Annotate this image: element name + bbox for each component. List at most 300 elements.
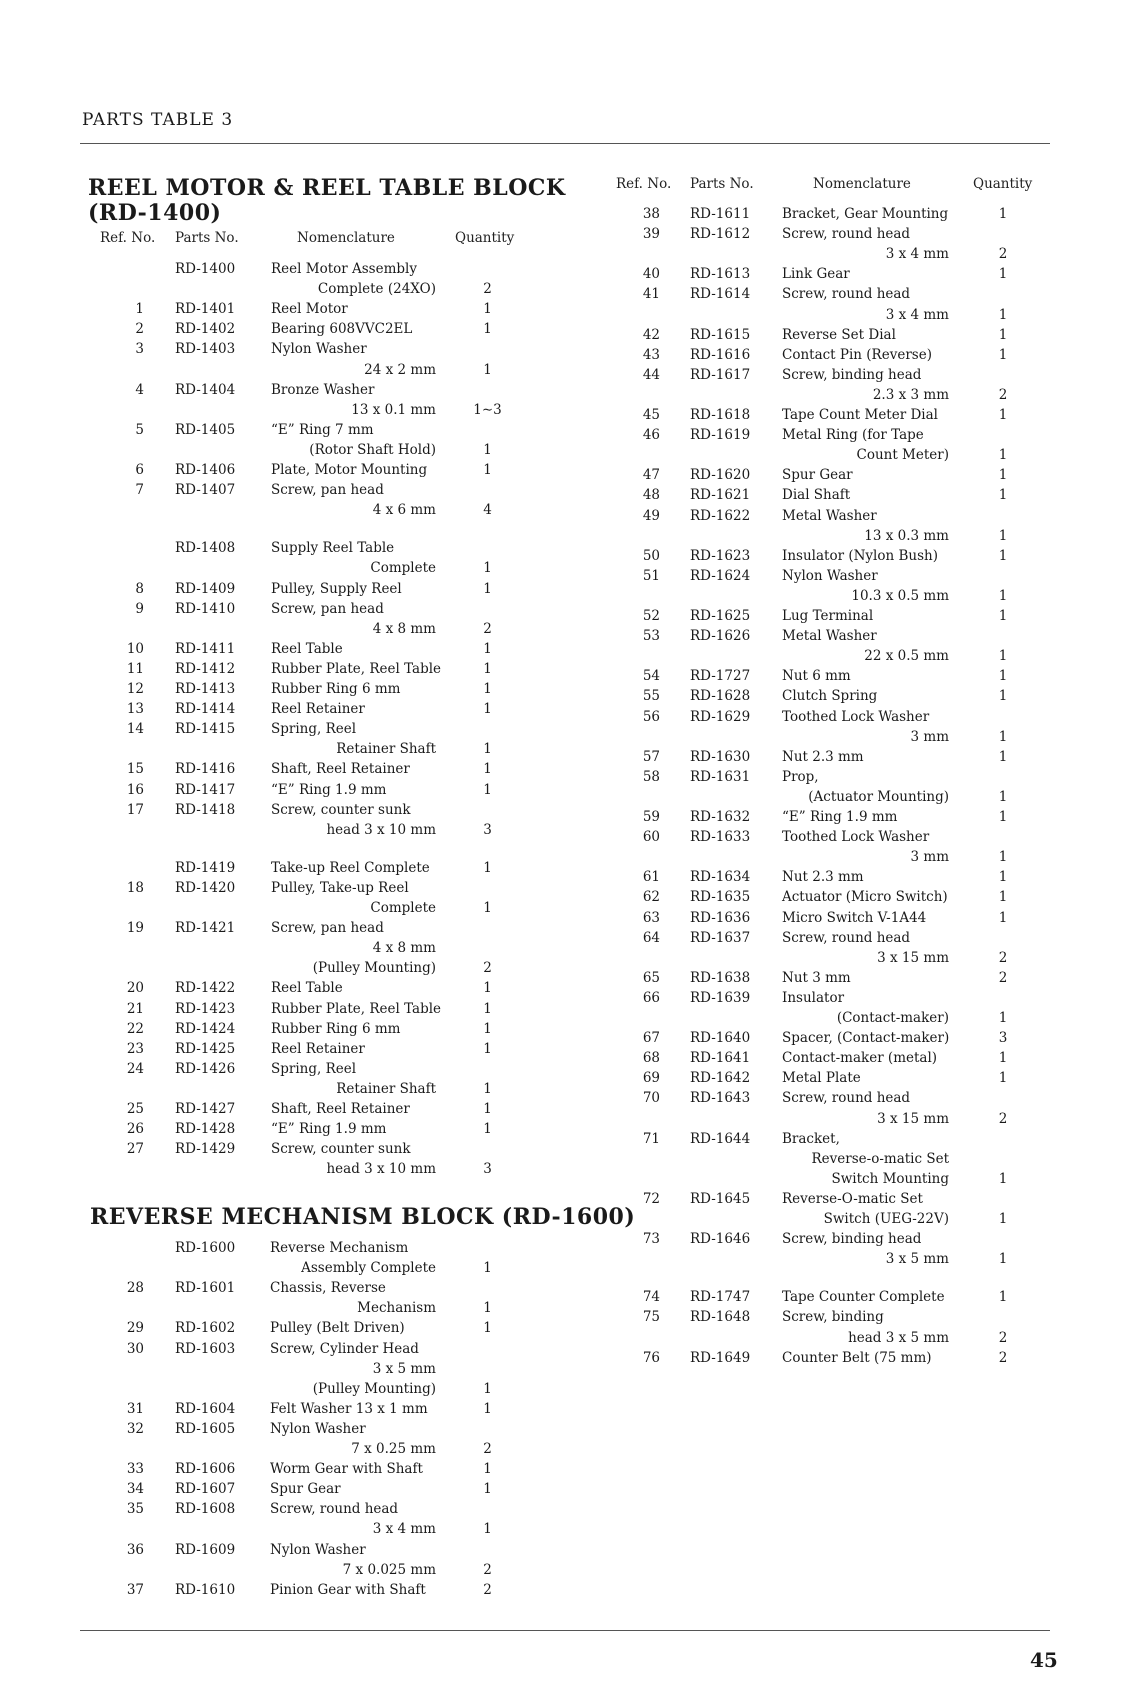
nomenclature-cell: Tape Counter Complete [782, 1289, 945, 1306]
ref-no-cell: 48 [642, 487, 660, 504]
nomenclature-cell: (Pulley Mounting) [312, 960, 436, 977]
quantity-cell: 1 [998, 407, 1008, 423]
nomenclature-cell: Nut 6 mm [782, 668, 851, 685]
quantity-cell: 2 [483, 620, 492, 637]
nomenclature-cell: Chassis, Reverse [270, 1280, 386, 1297]
quantity-cell: 1 [483, 781, 492, 798]
quantity-cell: 2 [483, 281, 492, 298]
parts-no-cell: RD-1639 [690, 989, 751, 1006]
parts-no-cell: RD-1423 [175, 1000, 236, 1017]
parts-row [0, 948, 1138, 968]
ref-no-cell: 74 [642, 1289, 660, 1306]
parts-no-cell: RD-1411 [175, 640, 236, 657]
parts-no-cell: RD-1628 [690, 688, 751, 705]
parts-row [0, 1109, 1138, 1129]
parts-row [0, 1419, 1138, 1439]
parts-no-cell: RD-1420 [175, 879, 236, 896]
nomenclature-cell: 3 mm [910, 728, 949, 745]
quantity-cell: 1 [998, 648, 1008, 665]
quantity-cell: 1 [998, 326, 1008, 343]
nomenclature-cell: Nylon Washer [270, 1541, 366, 1558]
ref-no-cell: 14 [126, 721, 144, 738]
ref-no-cell: 49 [642, 507, 660, 524]
quantity-cell: 1 [998, 306, 1008, 323]
nomenclature-cell: “E” Ring 1.9 mm [271, 781, 387, 798]
ref-no-cell: 75 [642, 1309, 660, 1326]
right-header-ref-no: Ref. No. [616, 176, 672, 192]
parts-no-cell: RD-1607 [175, 1481, 236, 1498]
header-parts-no: Parts No. [175, 230, 239, 246]
parts-row [0, 566, 1138, 586]
ref-no-cell: 6 [135, 462, 144, 478]
ref-no-cell: 21 [126, 1000, 144, 1017]
ref-no-cell: 55 [642, 688, 660, 705]
nomenclature-cell: Lug Terminal [782, 608, 874, 624]
parts-row [0, 1088, 1138, 1108]
quantity-cell: 1 [998, 909, 1008, 926]
parts-no-cell: RD-1643 [690, 1090, 751, 1107]
quantity-cell: 1 [483, 900, 492, 916]
parts-no-cell: RD-1631 [690, 768, 751, 785]
nomenclature-cell: Metal Washer [782, 507, 877, 524]
nomenclature-cell: Shaft, Reel Retainer [271, 1101, 410, 1117]
ref-no-cell: 9 [135, 600, 144, 617]
nomenclature-cell: Complete [370, 900, 436, 916]
ref-no-cell: 38 [642, 206, 660, 222]
top-rule [80, 143, 1050, 144]
ref-no-cell: 47 [642, 467, 660, 484]
parts-row [0, 405, 1138, 425]
section-title-reel-motor: REEL MOTOR & REEL TABLE BLOCK [88, 175, 566, 201]
parts-no-cell: RD-1422 [175, 980, 236, 997]
quantity-cell: 1 [483, 361, 492, 378]
parts-row [0, 284, 1138, 304]
parts-no-cell: RD-1634 [690, 869, 751, 886]
nomenclature-cell: “E” Ring 1.9 mm [271, 1121, 387, 1138]
nomenclature-cell: Screw, binding head [782, 1231, 922, 1248]
nomenclature-cell: Screw, Cylinder Head [270, 1340, 419, 1357]
nomenclature-cell: Screw, round head [782, 286, 911, 303]
nomenclature-cell: “E” Ring 7 mm [271, 421, 374, 438]
nomenclature-cell: 10.3 x 0.5 mm [851, 587, 949, 604]
quantity-cell: 2 [483, 1581, 492, 1598]
ref-no-cell: 56 [642, 708, 660, 725]
parts-no-cell: RD-1629 [690, 708, 751, 725]
header-quantity: Quantity [455, 230, 515, 246]
ref-no-cell: 10 [126, 640, 144, 657]
quantity-cell: 1 [998, 688, 1008, 705]
quantity-cell: 1 [483, 701, 492, 718]
quantity-cell: 1 [998, 467, 1008, 484]
nomenclature-cell: 3 x 15 mm [877, 949, 949, 966]
nomenclature-cell: Switch Mounting [831, 1170, 949, 1187]
ref-no-cell: 15 [126, 761, 144, 778]
nomenclature-cell: Rubber Plate, Reel Table [271, 660, 442, 677]
nomenclature-cell: Spur Gear [782, 467, 853, 484]
nomenclature-cell: 13 x 0.1 mm [351, 401, 436, 418]
parts-no-cell: RD-1426 [175, 1060, 236, 1077]
nomenclature-cell: 3 x 15 mm [877, 1110, 949, 1127]
parts-no-cell: RD-1425 [175, 1040, 236, 1057]
nomenclature-cell: Tape Count Meter Dial [782, 407, 938, 423]
parts-row [0, 1169, 1138, 1189]
nomenclature-cell: Rubber Ring 6 mm [271, 681, 401, 697]
quantity-cell: 1 [998, 728, 1008, 745]
quantity-cell: 1 [483, 1481, 492, 1498]
parts-no-cell: RD-1606 [175, 1461, 236, 1478]
nomenclature-cell: Pulley (Belt Driven) [270, 1320, 405, 1337]
nomenclature-cell: Spur Gear [270, 1481, 341, 1498]
nomenclature-cell: Screw, round head [782, 929, 911, 946]
parts-no-cell: RD-1642 [690, 1070, 751, 1087]
quantity-cell: 1 [483, 681, 492, 697]
quantity-cell: 1 [998, 346, 1008, 363]
parts-row [0, 244, 1138, 264]
parts-no-cell: RD-1412 [175, 660, 236, 677]
quantity-cell: 1 [998, 608, 1008, 624]
parts-no-cell: RD-1409 [175, 580, 236, 597]
quantity-cell: 1 [483, 1260, 492, 1277]
nomenclature-cell: Reverse Mechanism [270, 1240, 409, 1256]
bottom-rule [80, 1630, 1050, 1631]
parts-no-cell: RD-1633 [690, 829, 751, 846]
ref-no-cell: 36 [126, 1541, 144, 1558]
parts-no-cell: RD-1613 [690, 266, 751, 283]
ref-no-cell: 40 [642, 266, 660, 283]
nomenclature-cell: Take-up Reel Complete [271, 859, 430, 876]
nomenclature-cell: Contact-maker (metal) [782, 1050, 938, 1067]
parts-row [0, 666, 1138, 686]
ref-no-cell: 31 [126, 1400, 144, 1417]
parts-no-cell: RD-1624 [690, 567, 751, 584]
page-title: PARTS TABLE 3 [82, 110, 234, 130]
ref-no-cell: 72 [642, 1190, 660, 1207]
parts-no-cell: RD-1405 [175, 421, 236, 438]
ref-no-cell: 33 [126, 1461, 144, 1478]
nomenclature-cell: Worm Gear with Shaft [270, 1461, 423, 1478]
nomenclature-cell: Screw, counter sunk [271, 801, 411, 818]
parts-row [0, 204, 1138, 224]
parts-row [0, 385, 1138, 405]
parts-row [0, 1459, 1138, 1479]
ref-no-cell: 65 [642, 969, 660, 986]
nomenclature-cell: Shaft, Reel Retainer [271, 761, 410, 778]
quantity-cell: 1 [998, 587, 1008, 604]
nomenclature-cell: Bracket, Gear Mounting [782, 206, 949, 222]
ref-no-cell: 59 [642, 809, 660, 825]
nomenclature-cell: (Contact-maker) [836, 1010, 949, 1026]
parts-row [0, 1129, 1138, 1149]
parts-no-cell: RD-1623 [690, 547, 751, 564]
parts-row [0, 485, 1138, 505]
quantity-cell: 1 [998, 748, 1008, 765]
parts-row [0, 908, 1138, 928]
ref-no-cell: 44 [642, 366, 660, 383]
parts-no-cell: RD-1401 [175, 301, 236, 318]
parts-no-cell: RD-1414 [175, 701, 236, 718]
ref-no-cell: 8 [135, 580, 144, 597]
parts-no-cell: RD-1601 [175, 1280, 236, 1297]
parts-row [0, 727, 1138, 747]
nomenclature-cell: Clutch Spring [782, 688, 878, 705]
nomenclature-cell: Felt Washer 13 x 1 mm [270, 1400, 428, 1417]
parts-no-cell: RD-1427 [175, 1101, 236, 1117]
parts-no-cell: RD-1609 [175, 1541, 236, 1558]
parts-no-cell: RD-1402 [175, 321, 236, 338]
ref-no-cell: 71 [642, 1130, 660, 1147]
parts-no-cell: RD-1406 [175, 462, 236, 478]
nomenclature-cell: 3 x 4 mm [372, 1521, 436, 1538]
nomenclature-cell: Nut 2.3 mm [782, 869, 864, 886]
parts-no-cell: RD-1637 [690, 929, 751, 946]
ref-no-cell: 26 [126, 1121, 144, 1138]
parts-row [0, 1379, 1138, 1399]
ref-no-cell: 76 [642, 1349, 660, 1366]
nomenclature-cell: Screw, pan head [271, 482, 384, 499]
ref-no-cell: 5 [135, 421, 144, 438]
ref-no-cell: 29 [126, 1320, 144, 1337]
nomenclature-cell: Toothed Lock Washer [782, 829, 930, 846]
nomenclature-cell: Micro Switch V-1A44 [782, 909, 927, 926]
ref-no-cell: 60 [642, 829, 660, 846]
nomenclature-cell: Dial Shaft [782, 487, 851, 504]
nomenclature-cell: Retainer Shaft [336, 1080, 436, 1097]
parts-row [0, 787, 1138, 807]
parts-row [0, 365, 1138, 385]
nomenclature-cell: Spring, Reel [271, 1060, 357, 1077]
parts-row [0, 1439, 1138, 1459]
parts-no-cell: RD-1635 [690, 889, 751, 906]
ref-no-cell: 70 [642, 1090, 660, 1107]
parts-no-cell: RD-1413 [175, 681, 236, 697]
parts-row [0, 928, 1138, 948]
ref-no-cell: 11 [126, 660, 144, 677]
quantity-cell: 1 [998, 1050, 1008, 1067]
ref-no-cell: 46 [642, 427, 660, 444]
quantity-cell: 1 [998, 266, 1008, 283]
parts-row [0, 546, 1138, 566]
quantity-cell: 2 [483, 1561, 492, 1578]
nomenclature-cell: 4 x 6 mm [372, 502, 436, 519]
quantity-cell: 3 [483, 821, 492, 838]
nomenclature-cell: 3 x 4 mm [885, 246, 949, 263]
nomenclature-cell: 3 x 5 mm [372, 1360, 436, 1377]
quantity-cell: 1 [998, 809, 1008, 825]
quantity-cell: 1 [483, 741, 492, 758]
nomenclature-cell: Assembly Complete [301, 1260, 436, 1277]
nomenclature-cell: Screw, pan head [271, 920, 384, 937]
parts-no-cell: RD-1600 [175, 1240, 236, 1256]
parts-row [0, 767, 1138, 787]
parts-no-cell: RD-1614 [690, 286, 751, 303]
parts-no-cell: RD-1410 [175, 600, 236, 617]
nomenclature-cell: Bracket, [782, 1130, 840, 1147]
nomenclature-cell: Actuator (Micro Switch) [782, 889, 948, 906]
nomenclature-cell: Pulley, Supply Reel [271, 580, 402, 597]
quantity-cell: 1 [483, 660, 492, 677]
parts-row [0, 747, 1138, 767]
quantity-cell: 1∼3 [473, 401, 502, 418]
nomenclature-cell: Screw, counter sunk [271, 1141, 411, 1158]
parts-row [0, 1028, 1138, 1048]
quantity-cell: 1 [483, 980, 492, 997]
ref-no-cell: 19 [126, 920, 144, 937]
nomenclature-cell: Retainer Shaft [336, 741, 436, 758]
parts-no-cell: RD-1605 [175, 1420, 236, 1437]
parts-row [0, 1499, 1138, 1519]
quantity-cell: 2 [483, 1441, 492, 1457]
quantity-cell: 1 [483, 1320, 492, 1337]
parts-no-cell: RD-1602 [175, 1320, 236, 1337]
nomenclature-cell: Metal Ring (for Tape [782, 427, 924, 444]
parts-no-cell: RD-1615 [690, 326, 751, 343]
nomenclature-cell: Complete [370, 560, 436, 577]
quantity-cell: 1 [998, 849, 1008, 866]
quantity-cell: 1 [483, 1461, 492, 1478]
parts-no-cell: RD-1407 [175, 482, 236, 499]
parts-row [0, 1580, 1138, 1600]
parts-row [0, 425, 1138, 445]
parts-row [0, 847, 1138, 867]
nomenclature-cell: Pulley, Take-up Reel [271, 879, 409, 896]
parts-no-cell: RD-1641 [690, 1050, 751, 1067]
ref-no-cell: 23 [126, 1040, 144, 1057]
quantity-cell: 2 [998, 1349, 1008, 1366]
nomenclature-cell: Reverse Set Dial [782, 326, 896, 343]
parts-no-cell: RD-1403 [175, 341, 236, 358]
parts-no-cell: RD-1630 [690, 748, 751, 765]
nomenclature-cell: Screw, binding [782, 1309, 884, 1326]
parts-row [0, 988, 1138, 1008]
nomenclature-cell: Plate, Motor Mounting [271, 462, 428, 478]
parts-row [0, 264, 1138, 284]
nomenclature-cell: Metal Plate [782, 1070, 861, 1087]
parts-row [0, 445, 1138, 465]
parts-row [0, 1540, 1138, 1560]
parts-row [0, 1149, 1138, 1169]
nomenclature-cell: (Actuator Mounting) [808, 788, 949, 805]
quantity-cell: 1 [483, 859, 492, 876]
ref-no-cell: 66 [642, 989, 660, 1006]
nomenclature-cell: Supply Reel Table [271, 540, 395, 557]
nomenclature-cell: Reel Motor Assembly [271, 261, 417, 277]
parts-row [0, 1519, 1138, 1539]
quantity-cell: 1 [998, 206, 1008, 222]
parts-row [0, 1229, 1138, 1249]
parts-row [0, 1048, 1138, 1068]
ref-no-cell: 50 [642, 547, 660, 564]
quantity-cell: 3 [483, 1161, 492, 1178]
parts-no-cell: RD-1416 [175, 761, 236, 778]
parts-row [0, 968, 1138, 988]
nomenclature-cell: 13 x 0.3 mm [864, 527, 949, 544]
ref-no-cell: 24 [126, 1060, 144, 1077]
parts-row [0, 1479, 1138, 1499]
parts-no-cell: RD-1632 [690, 809, 751, 825]
parts-no-cell: RD-1610 [175, 1581, 236, 1598]
nomenclature-cell: 7 x 0.25 mm [351, 1441, 436, 1457]
ref-no-cell: 1 [135, 301, 144, 318]
parts-row [0, 1008, 1138, 1028]
parts-no-cell: RD-1611 [690, 206, 751, 222]
ref-no-cell: 64 [642, 929, 660, 946]
parts-row [0, 1399, 1138, 1419]
ref-no-cell: 30 [126, 1340, 144, 1357]
parts-no-cell: RD-1620 [690, 467, 751, 484]
ref-no-cell: 54 [642, 668, 660, 685]
quantity-cell: 1 [483, 301, 492, 318]
parts-row [0, 465, 1138, 485]
parts-no-cell: RD-1747 [690, 1289, 751, 1306]
quantity-cell: 1 [483, 1121, 492, 1138]
nomenclature-cell: (Rotor Shaft Hold) [309, 441, 436, 458]
nomenclature-cell: Screw, binding head [782, 366, 922, 383]
parts-no-cell: RD-1424 [175, 1020, 236, 1037]
nomenclature-cell: Prop, [782, 768, 819, 785]
parts-no-cell: RD-1428 [175, 1121, 236, 1138]
nomenclature-cell: Counter Belt (75 mm) [782, 1349, 932, 1366]
header-ref-no: Ref. No. [100, 230, 156, 246]
nomenclature-cell: “E” Ring 1.9 mm [782, 809, 898, 825]
quantity-cell: 1 [483, 1020, 492, 1037]
parts-row [0, 586, 1138, 606]
nomenclature-cell: 7 x 0.025 mm [342, 1561, 436, 1578]
parts-row [0, 1287, 1138, 1307]
quantity-cell: 2 [998, 386, 1008, 403]
ref-no-cell: 18 [126, 879, 144, 896]
quantity-cell: 1 [998, 1070, 1008, 1087]
ref-no-cell: 63 [642, 909, 660, 926]
nomenclature-cell: Screw, pan head [271, 600, 384, 617]
nomenclature-cell: Nut 3 mm [782, 969, 851, 986]
ref-no-cell: 37 [126, 1581, 144, 1598]
nomenclature-cell: Reel Table [271, 640, 343, 657]
ref-no-cell: 51 [642, 567, 660, 584]
header-nomenclature: Nomenclature [297, 230, 395, 246]
nomenclature-cell: Insulator [782, 989, 845, 1006]
parts-no-cell: RD-1417 [175, 781, 236, 798]
ref-no-cell: 39 [642, 226, 660, 243]
quantity-cell: 1 [483, 1521, 492, 1538]
quantity-cell: 1 [483, 640, 492, 657]
quantity-cell: 1 [998, 889, 1008, 906]
nomenclature-cell: Screw, round head [782, 1090, 911, 1107]
quantity-cell: 1 [998, 1289, 1008, 1306]
nomenclature-cell: 2.3 x 3 mm [872, 386, 949, 403]
parts-no-cell: RD-1626 [690, 628, 751, 645]
quantity-cell: 1 [483, 1300, 492, 1317]
quantity-cell: 1 [483, 1000, 492, 1017]
parts-no-cell: RD-1418 [175, 801, 236, 818]
parts-no-cell: RD-1648 [690, 1309, 751, 1326]
quantity-cell: 1 [998, 547, 1008, 564]
parts-no-cell: RD-1617 [690, 366, 751, 383]
nomenclature-cell: Reel Retainer [271, 1040, 365, 1057]
ref-no-cell: 17 [126, 801, 144, 818]
parts-row [0, 707, 1138, 727]
nomenclature-cell: 3 mm [910, 849, 949, 866]
parts-no-cell: RD-1603 [175, 1340, 236, 1357]
parts-no-cell: RD-1612 [690, 226, 751, 243]
nomenclature-cell: head 3 x 5 mm [848, 1329, 949, 1346]
ref-no-cell: 4 [135, 381, 144, 398]
nomenclature-cell: 24 x 2 mm [364, 361, 436, 378]
parts-row [0, 606, 1138, 626]
parts-no-cell: RD-1415 [175, 721, 236, 738]
quantity-cell: 2 [998, 1329, 1008, 1346]
parts-row [0, 807, 1138, 827]
ref-no-cell: 58 [642, 768, 660, 785]
